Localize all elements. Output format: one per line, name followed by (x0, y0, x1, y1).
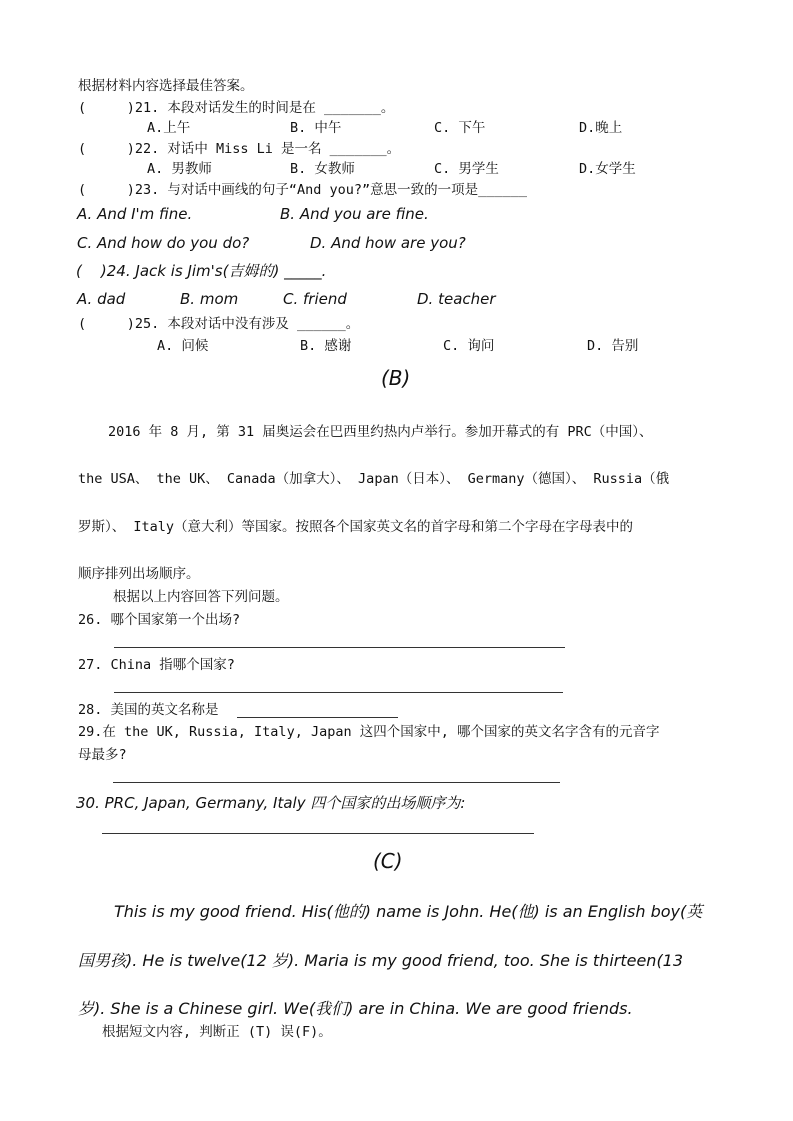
passage-b-line-1: 2016 年 8 月, 第 31 届奥运会在巴西里约热内卢举行。参加开幕式的有 PRC（中国）、 (108, 424, 653, 440)
option-24c: C. friend (283, 290, 347, 308)
question-22: ( )22. 对话中 Miss Li 是一名 _______。 (78, 141, 401, 157)
question-24: ( )24. Jack is Jim's(吉姆的) _____. (76, 262, 327, 280)
passage-b-line-3: 罗斯）、 Italy（意大利）等国家。按照各个国家英文名的首字母和第二个字母在字母表中的 (78, 519, 634, 535)
question-28: 28. 美国的英文名称是 (78, 702, 219, 718)
option-22c: C. 男学生 (434, 161, 499, 177)
option-25d: D. 告别 (587, 338, 639, 354)
passage-c-line-3: 岁). She is a Chinese girl. We(我们) are in China. We are good friends. (78, 999, 633, 1018)
answer-line-27[interactable] (114, 692, 563, 693)
question-29-line-2: 母最多? (78, 747, 127, 763)
answer-line-30[interactable] (102, 833, 534, 834)
passage-c-line-2: 国男孩). He is twelve(12 岁). Maria is my good friend, too. She is thirteen(13 (78, 951, 684, 970)
option-22d: D.女学生 (579, 161, 636, 177)
question-25: ( )25. 本段对话中没有涉及 ______。 (78, 316, 360, 332)
option-25b: B. 感谢 (300, 338, 352, 354)
question-23: ( )23. 与对话中画线的句子“And you?”意思一致的一项是______ (78, 182, 527, 198)
question-29-line-1: 29.在 the UK, Russia, Italy, Japan 这四个国家中, 哪个国家的英文名字含有的元音字 (78, 724, 660, 740)
section-c-title: (C) (373, 849, 403, 873)
option-23a: A. And I'm fine. (77, 205, 193, 223)
answer-line-28[interactable] (237, 717, 398, 718)
question-26: 26. 哪个国家第一个出场? (78, 612, 241, 628)
option-22a: A. 男教师 (147, 161, 212, 177)
question-30: 30. PRC, Japan, Germany, Italy 四个国家的出场顺序为: (76, 794, 466, 812)
option-25a: A. 问候 (157, 338, 209, 354)
option-22b: B. 女教师 (290, 161, 355, 177)
option-25c: C. 询问 (443, 338, 495, 354)
instruction-a: 根据材料内容选择最佳答案。 (78, 78, 254, 94)
instruction-b: 根据以上内容回答下列问题。 (113, 589, 289, 605)
option-21b: B. 中午 (290, 120, 342, 136)
passage-b-line-4: 顺序排列出场顺序。 (78, 566, 200, 582)
option-23c: C. And how do you do? (77, 234, 250, 252)
answer-line-29[interactable] (113, 782, 560, 783)
option-24d: D. teacher (417, 290, 496, 308)
option-21a: A.上午 (147, 120, 191, 136)
question-21: ( )21. 本段对话发生的时间是在 _______。 (78, 100, 395, 116)
option-23d: D. And how are you? (310, 234, 466, 252)
answer-line-26[interactable] (114, 647, 565, 648)
section-b-title: (B) (381, 366, 411, 390)
option-21c: C. 下午 (434, 120, 486, 136)
option-24a: A. dad (77, 290, 126, 308)
passage-c-line-1: This is my good friend. His(他的) name is John. He(他) is an English boy(英 (114, 902, 703, 921)
option-23b: B. And you are fine. (280, 205, 429, 223)
passage-b-line-2: the USA、 the UK、 Canada（加拿大）、 Japan（日本）、 Germany（德国）、 Russia（俄 (78, 471, 670, 487)
question-27: 27. China 指哪个国家? (78, 657, 235, 673)
instruction-c: 根据短文内容, 判断正 (T) 误(F)。 (102, 1024, 332, 1040)
option-24b: B. mom (180, 290, 239, 308)
option-21d: D.晚上 (579, 120, 623, 136)
